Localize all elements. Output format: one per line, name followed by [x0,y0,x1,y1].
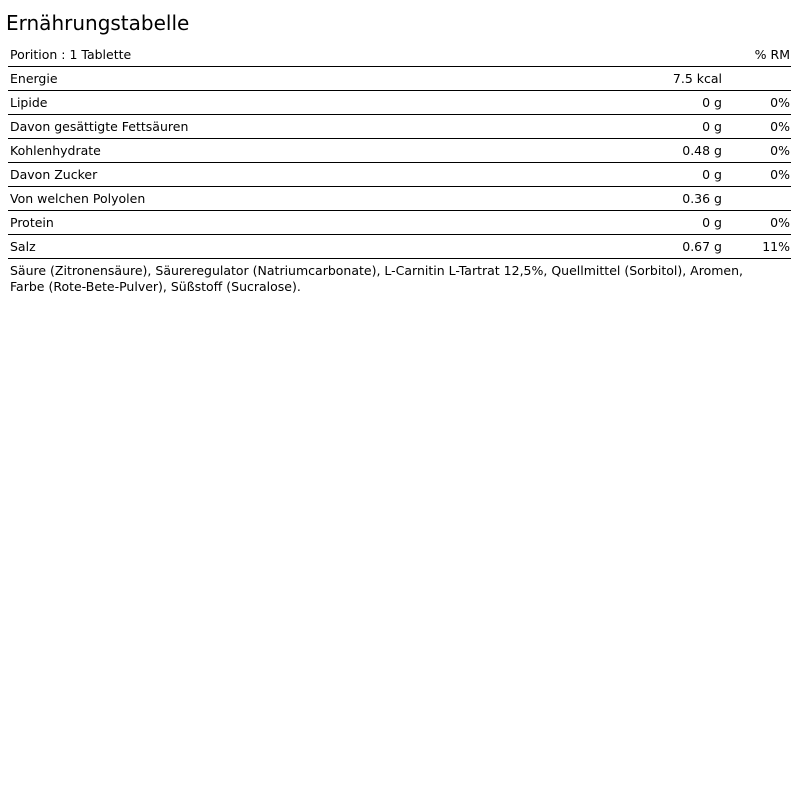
nutrient-name: Protein [10,215,54,230]
table-row [8,115,791,139]
table-row [8,187,791,211]
rm-header: % RM [754,47,790,62]
nutrient-value: 0.67 g [682,239,722,254]
nutrient-name: Lipide [10,95,48,110]
table-row [8,235,791,259]
nutrition-table [8,43,791,259]
nutrient-name: Von welchen Polyolen [10,191,146,206]
nutrient-rm-percent: 0% [770,143,790,158]
nutrient-value: 0 g [702,167,722,182]
ingredients-text: Säure (Zitronensäure), Säureregulator (Natriumcarbonate), L-Carnitin L-Tartrat 12,5%, Quellmittel (Sorbitol), Aromen, Farbe (Rote-Bete-Pulver), Süßstoff (Sucralose). [10,263,744,294]
nutrient-name: Kohlenhydrate [10,143,101,158]
nutrient-value: 0 g [702,95,722,110]
table-row [8,163,791,187]
nutrient-rm-percent: 0% [770,215,790,230]
table-row [8,211,791,235]
nutrient-name: Davon Zucker [10,167,98,182]
nutrient-value: 7.5 kcal [672,71,722,86]
table-row [8,139,791,163]
table-header-row [8,43,791,67]
nutrient-name: Energie [10,71,58,86]
nutrient-name: Davon gesättigte Fettsäuren [10,119,189,134]
nutrient-name: Salz [10,239,36,254]
nutrient-value: 0.36 g [682,191,722,206]
table-row [8,67,791,91]
nutrient-rm-percent: 0% [770,167,790,182]
page-title: Ernährungstabelle [6,11,190,35]
nutrient-rm-percent: 0% [770,119,790,134]
table-row [8,91,791,115]
nutrient-rm-percent: 0% [770,95,790,110]
nutrient-value: 0 g [702,119,722,134]
nutrient-value: 0 g [702,215,722,230]
nutrient-value: 0.48 g [682,143,722,158]
nutrient-rm-percent: 11% [762,239,790,254]
portion-label: Porition : 1 Tablette [10,47,132,62]
